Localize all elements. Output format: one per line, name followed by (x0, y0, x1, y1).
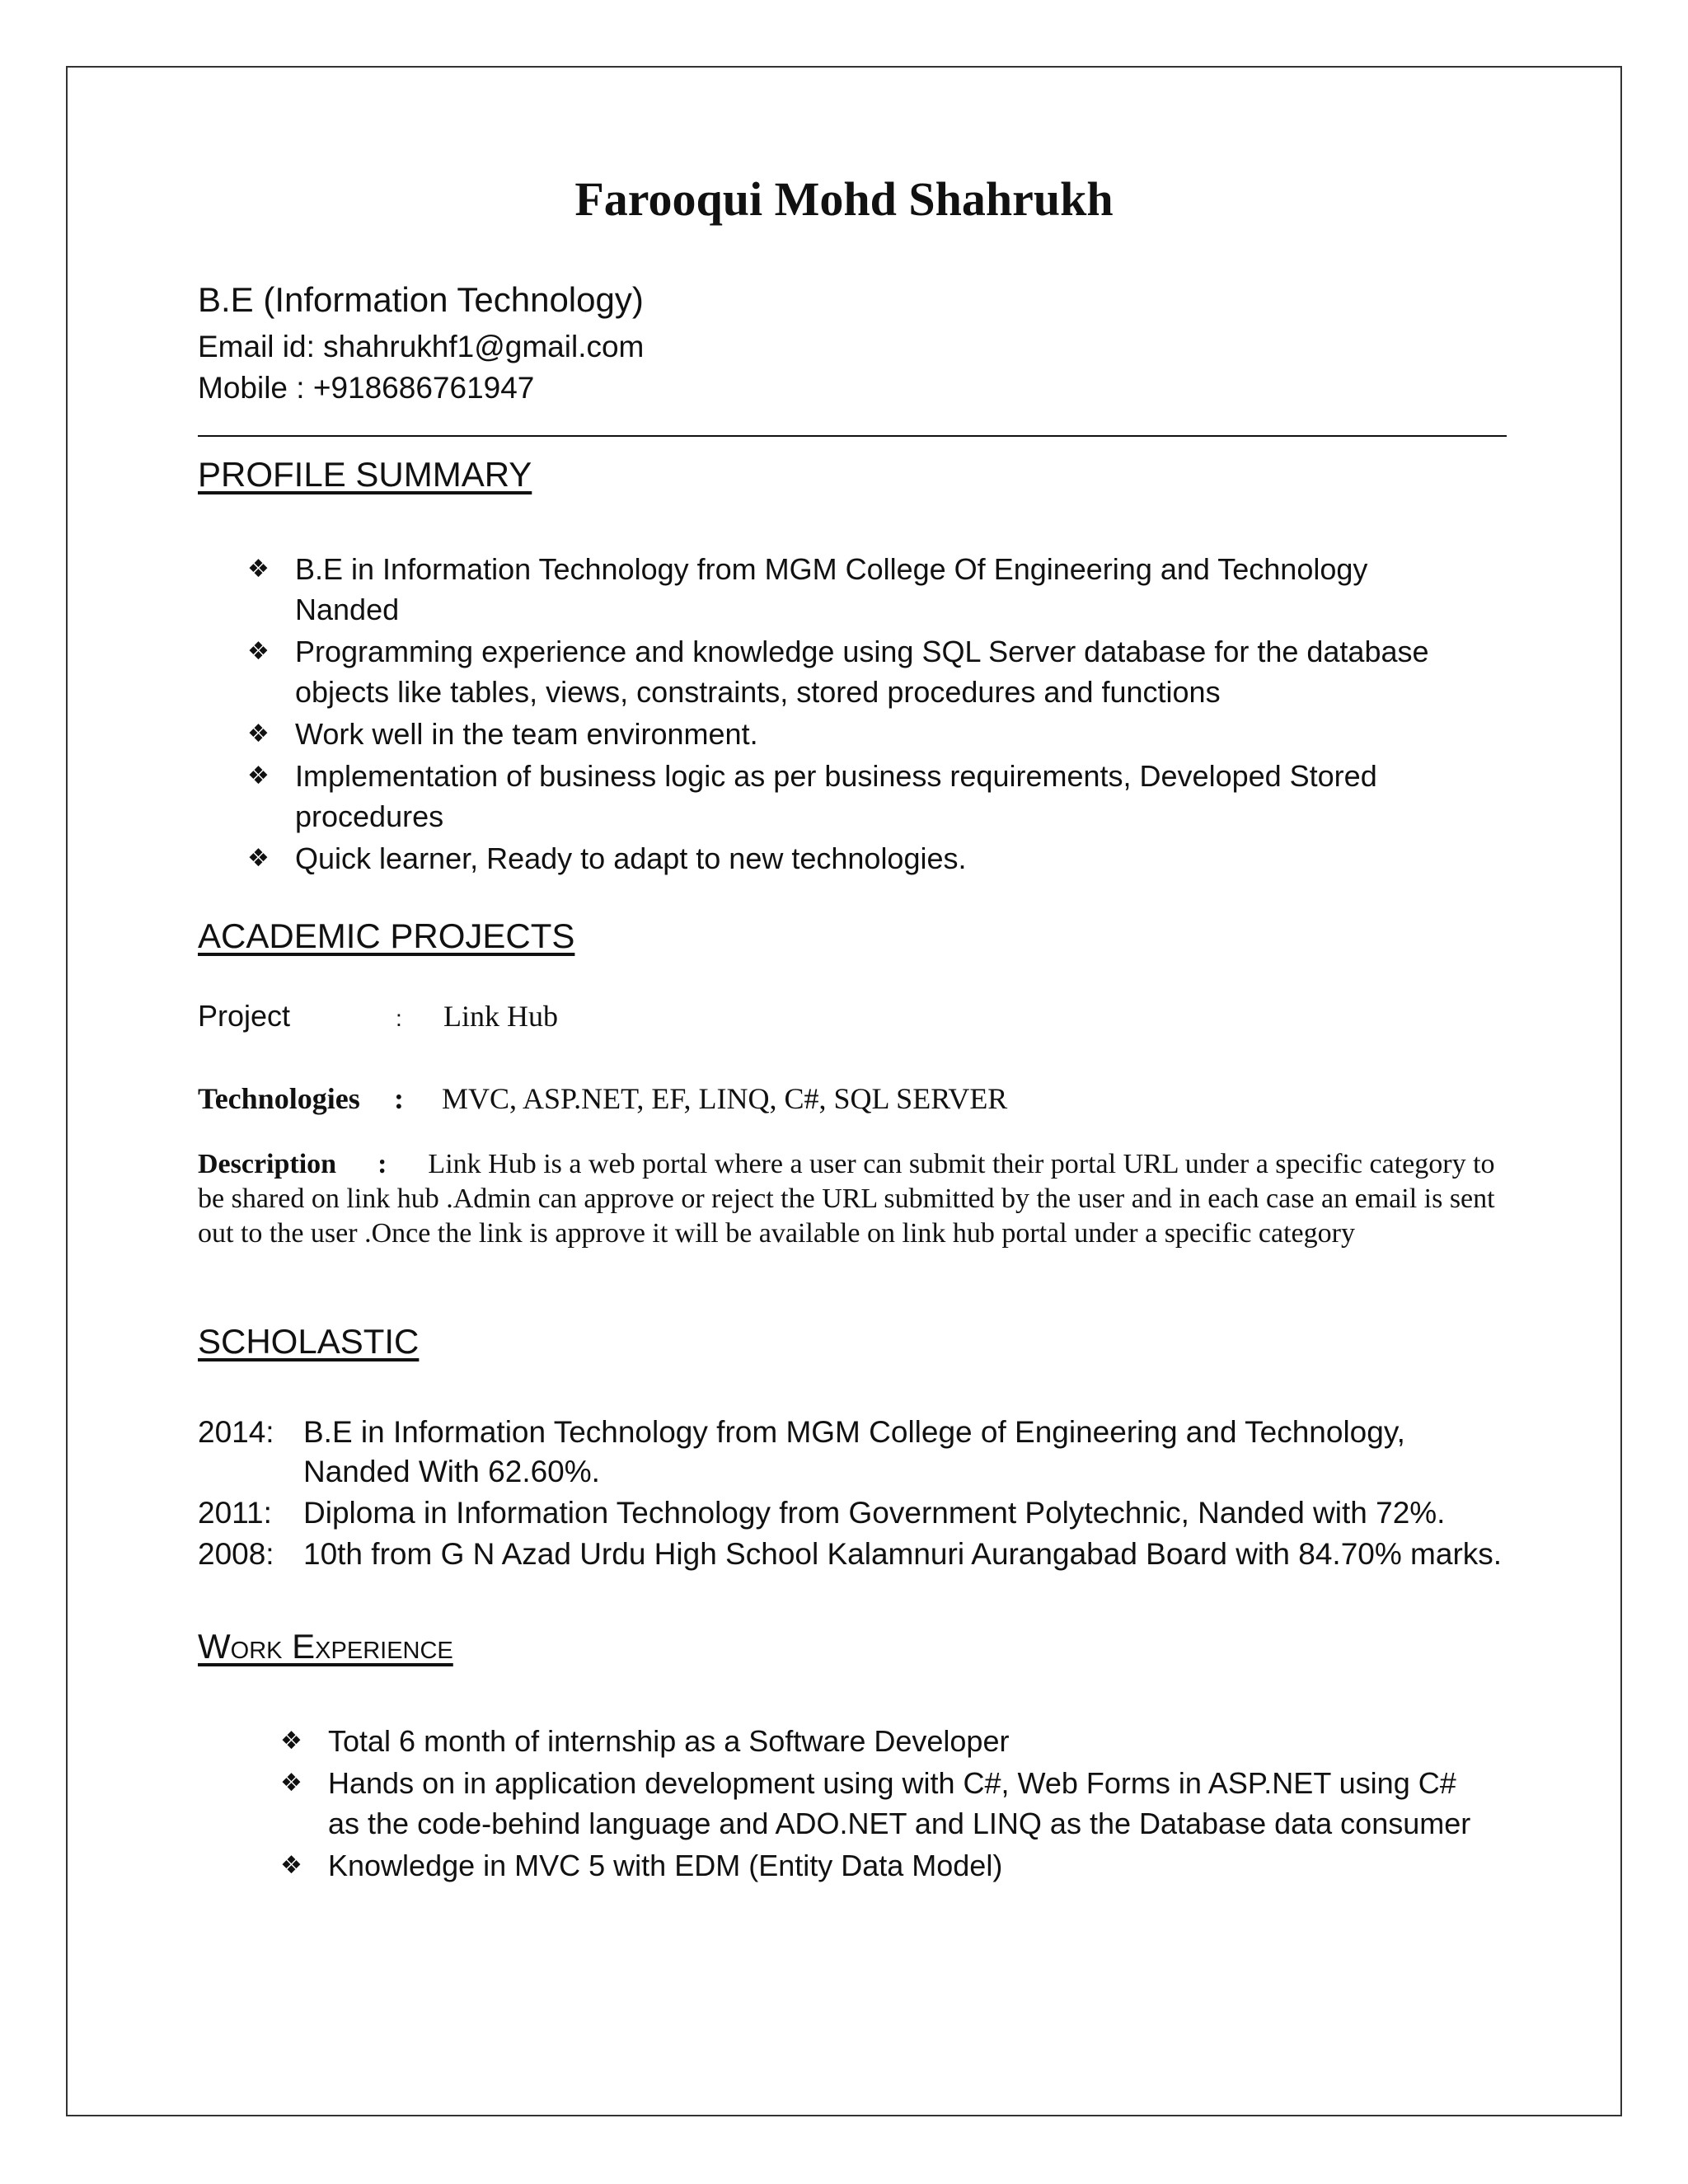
scholastic-text: B.E in Information Technology from MGM College of Engineering and Technology, Nanded With 62.60%. (303, 1415, 1405, 1488)
list-item-text: B.E in Information Technology from MGM College Of Engineering and Technology Nanded (295, 552, 1368, 626)
scholastic-text: 10th from G N Azad Urdu High School Kalamnuri Aurangabad Board with 84.70% marks. (303, 1537, 1503, 1571)
technologies-value: MVC, ASP.NET, EF, LINQ, C#, SQL SERVER (442, 1082, 1008, 1115)
scholastic-list (198, 1413, 1517, 1576)
work-experience-list (280, 1721, 1484, 1887)
year-label: 2011: (198, 1496, 272, 1530)
list-item (247, 838, 1467, 879)
candidate-name: Farooqui Mohd Shahrukh (574, 172, 1114, 226)
list-item (247, 756, 1467, 837)
year-label: 2008: (198, 1537, 274, 1571)
diamond-bullet-icon: ❖ (247, 762, 270, 790)
description-paragraph (198, 1147, 1508, 1251)
section-title-scholastic: SCHOLASTIC (198, 1322, 420, 1361)
list-item-text: Knowledge in MVC 5 with EDM (Entity Data Model) (328, 1849, 1003, 1882)
project-colon: : (396, 1005, 402, 1031)
list-item-text: Quick learner, Ready to adapt to new technologies. (295, 841, 967, 875)
list-item (198, 1493, 1517, 1533)
degree-line: B.E (Information Technology) (198, 280, 644, 319)
list-item (198, 1535, 1517, 1574)
mobile-line: Mobile : +918686761947 (198, 371, 535, 405)
list-item (280, 1763, 1484, 1844)
diamond-bullet-icon: ❖ (247, 555, 270, 583)
diamond-bullet-icon: ❖ (280, 1727, 302, 1755)
project-value: Link Hub (443, 1000, 558, 1033)
technologies-row (198, 1081, 1007, 1116)
list-item (198, 1413, 1517, 1492)
description-colon: : (377, 1149, 387, 1179)
list-item-text: Hands on in application development using with C#, Web Forms in ASP.NET using C# as the code-behind language and ADO.NET and LINQ as the Database data consumer (328, 1766, 1471, 1840)
list-item (247, 631, 1467, 712)
section-title-academic-projects: ACADEMIC PROJECTS (198, 916, 575, 955)
diamond-bullet-icon: ❖ (280, 1851, 302, 1880)
list-item (280, 1845, 1484, 1886)
email-line: Email id: shahrukhf1@gmail.com (198, 330, 645, 363)
description-label: Description (198, 1149, 337, 1179)
project-label: Project (198, 999, 291, 1033)
list-item-text: Total 6 month of internship as a Software Developer (328, 1724, 1010, 1758)
scholastic-text: Diploma in Information Technology from Government Polytechnic, Nanded with 72%. (303, 1496, 1446, 1530)
diamond-bullet-icon: ❖ (247, 719, 270, 748)
diamond-bullet-icon: ❖ (247, 844, 270, 873)
list-item-text: Implementation of business logic as per business requirements, Developed Stored procedures (295, 759, 1377, 833)
diamond-bullet-icon: ❖ (280, 1769, 302, 1797)
technologies-colon: : (394, 1082, 404, 1115)
list-item-text: Programming experience and knowledge using SQL Server database for the database objects like tables, views, constraints, stored procedures and functions (295, 635, 1429, 709)
profile-summary-list (247, 549, 1467, 880)
list-item-text: Work well in the team environment. (295, 717, 758, 751)
section-title-work-experience: Work Experience (198, 1627, 453, 1666)
header-divider (198, 435, 1507, 437)
description-text: Link Hub is a web portal where a user can submit their portal URL under a specific category to be shared on link hub .Admin can approve or reject the URL submitted by the user and in each case an email is sent out to the user .Once the link is approve it will be available on link hub portal under a specific category (198, 1149, 1495, 1249)
list-item (247, 549, 1467, 630)
project-row (198, 999, 558, 1033)
technologies-label: Technologies (198, 1082, 360, 1115)
list-item (247, 714, 1467, 754)
year-label: 2014: (198, 1415, 274, 1449)
section-title-profile-summary: PROFILE SUMMARY (198, 455, 532, 494)
diamond-bullet-icon: ❖ (247, 637, 270, 666)
list-item (280, 1721, 1484, 1761)
